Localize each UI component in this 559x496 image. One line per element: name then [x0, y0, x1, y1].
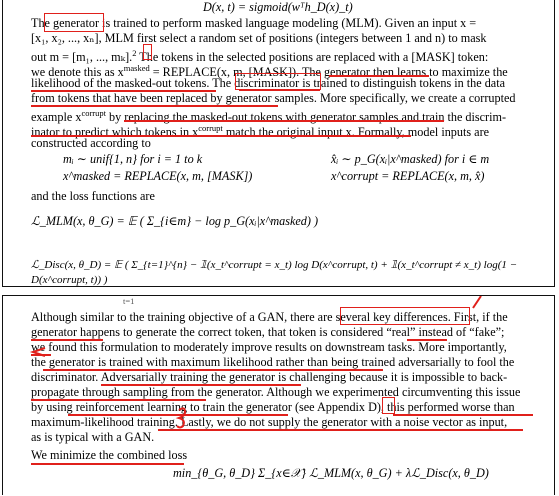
discriminator-highlight-box [235, 73, 321, 90]
equation-mlm-loss: ℒ_MLM(x, θ_G) = 𝔼 ( Σ_{i∈m} − log p_G(xᵢ|x^masked) ) [31, 214, 319, 228]
formally-text: match the original input x. Formally, model inputs are [222, 125, 490, 140]
paper-excerpt-bottom [2, 295, 555, 495]
combined-loss-intro: We minimize the combined loss [31, 448, 188, 462]
handwritten-marks [3, 296, 556, 496]
p2-line-3: we found this formulation to moderately improve results on downstream tasks. More importantly, [31, 340, 507, 354]
replace-text: = REPLACE(x, m, [MASK]). The generator then learns to maximize the [149, 65, 508, 80]
cutoff-fragment: t=1 [123, 296, 135, 306]
footnote-marker[interactable]: 2 [132, 48, 137, 58]
equation-generator-sampling: x̂ᵢ ∼ p_G(xᵢ|x^masked) for i ∈ m [331, 152, 490, 166]
para-line-2: [x₁, x₂, ..., xₙ], MLM first select a random set of positions (integers between 1 and n) to mask [31, 31, 487, 45]
replacing-underline [124, 120, 444, 122]
number-3-mark [177, 408, 185, 427]
discriminator-underline [239, 89, 320, 91]
p2-line-8: maximum-likelihood training. Lastly, we do not supply the generator with a noise vector as input, [31, 415, 508, 429]
para-line-9: constructed according to [31, 136, 151, 150]
p2-line-9: as is typical with a GAN. [31, 430, 155, 444]
example-text: example x [31, 110, 82, 125]
discriminator-formula: D(x, t) = sigmoid(wᵀh_D(x)_t) [203, 0, 353, 14]
slash-mark [473, 296, 481, 308]
loss-intro: and the loss functions are [31, 189, 155, 203]
p2-line-5: discriminator. Adversarially training the generator is challenging because it is impossible to back- [31, 370, 508, 384]
equation-masked-input: x^masked = REPLACE(x, m, [MASK]) [63, 169, 253, 183]
predict-text: inator to predict which tokens in x [31, 125, 199, 140]
replacing-text: by replacing the masked-out tokens with generator samples and train the discrim- [105, 110, 507, 125]
para-line-6: from tokens that have been replaced by generator samples. More specifically, we create a corrupted [31, 91, 516, 105]
masked-superscript: masked [123, 63, 150, 73]
para-line-5: likelihood of the masked-out tokens. The discriminator is trained to distinguish tokens in the data [31, 76, 505, 90]
distinguish-underline [329, 75, 429, 77]
p2-line-2: generator happens to generate the correct token, that token is considered “real” instead of “fake”; [31, 325, 505, 339]
predict-underline [31, 135, 411, 137]
p2-line-7: by using reinforcement learning to train the generator (see Appendix D), this performed worse than [31, 400, 515, 414]
corrupt-superscript-2: corrupt [198, 123, 223, 133]
p2-line-6: propagate through sampling from the generator. Although we experimented circumventing this issue [31, 385, 521, 399]
equation-disc-loss: ℒ_Disc(x, θ_D) = 𝔼 ( Σ_{t=1}^{n} − 𝟙(x_t^corrupt = x_t) log D(x^corrupt, t) + 𝟙(x_t^corrupt ≠ x_t) log(1 − D(x^corrupt, t)) ) [31, 259, 518, 287]
para-line-1: The generator is trained to perform masked language modeling (MLM). Given an input x = [31, 16, 477, 30]
equation-mask-sampling: mᵢ ∼ unif{1, n} for i = 1 to k [63, 152, 203, 166]
p2-line-1: Although similar to the training objective of a GAN, there are several key differences. First, if the [31, 310, 508, 324]
panel-gap [0, 287, 559, 295]
footnote-highlight-box [143, 44, 152, 60]
corrupt-superscript: corrupt [81, 108, 106, 118]
denote-text: we denote this as x [31, 65, 124, 80]
equation-corrupt-input: x^corrupt = REPLACE(x, m, x̂) [331, 169, 485, 183]
p2-line-4: the generator is trained with maximum likelihood rather than being trained adversarially to fool the [31, 355, 515, 369]
likelihood-underline [31, 90, 216, 92]
generator-highlight-box [44, 13, 104, 32]
mask-positions-text: out m = [m₁, ..., mₖ]. [31, 50, 133, 65]
equation-combined-loss: min_{θ_G, θ_D} Σ_{x∈𝒳} ℒ_MLM(x, θ_G) + λℒ_Disc(x, θ_D) [173, 466, 489, 480]
paper-excerpt-top [2, 0, 555, 287]
mask-token-text: The tokens in the selected positions are replaced with a [MASK] token: [136, 50, 489, 65]
left-arrow-mark [33, 348, 45, 356]
replaced-tokens-underline [31, 105, 278, 107]
